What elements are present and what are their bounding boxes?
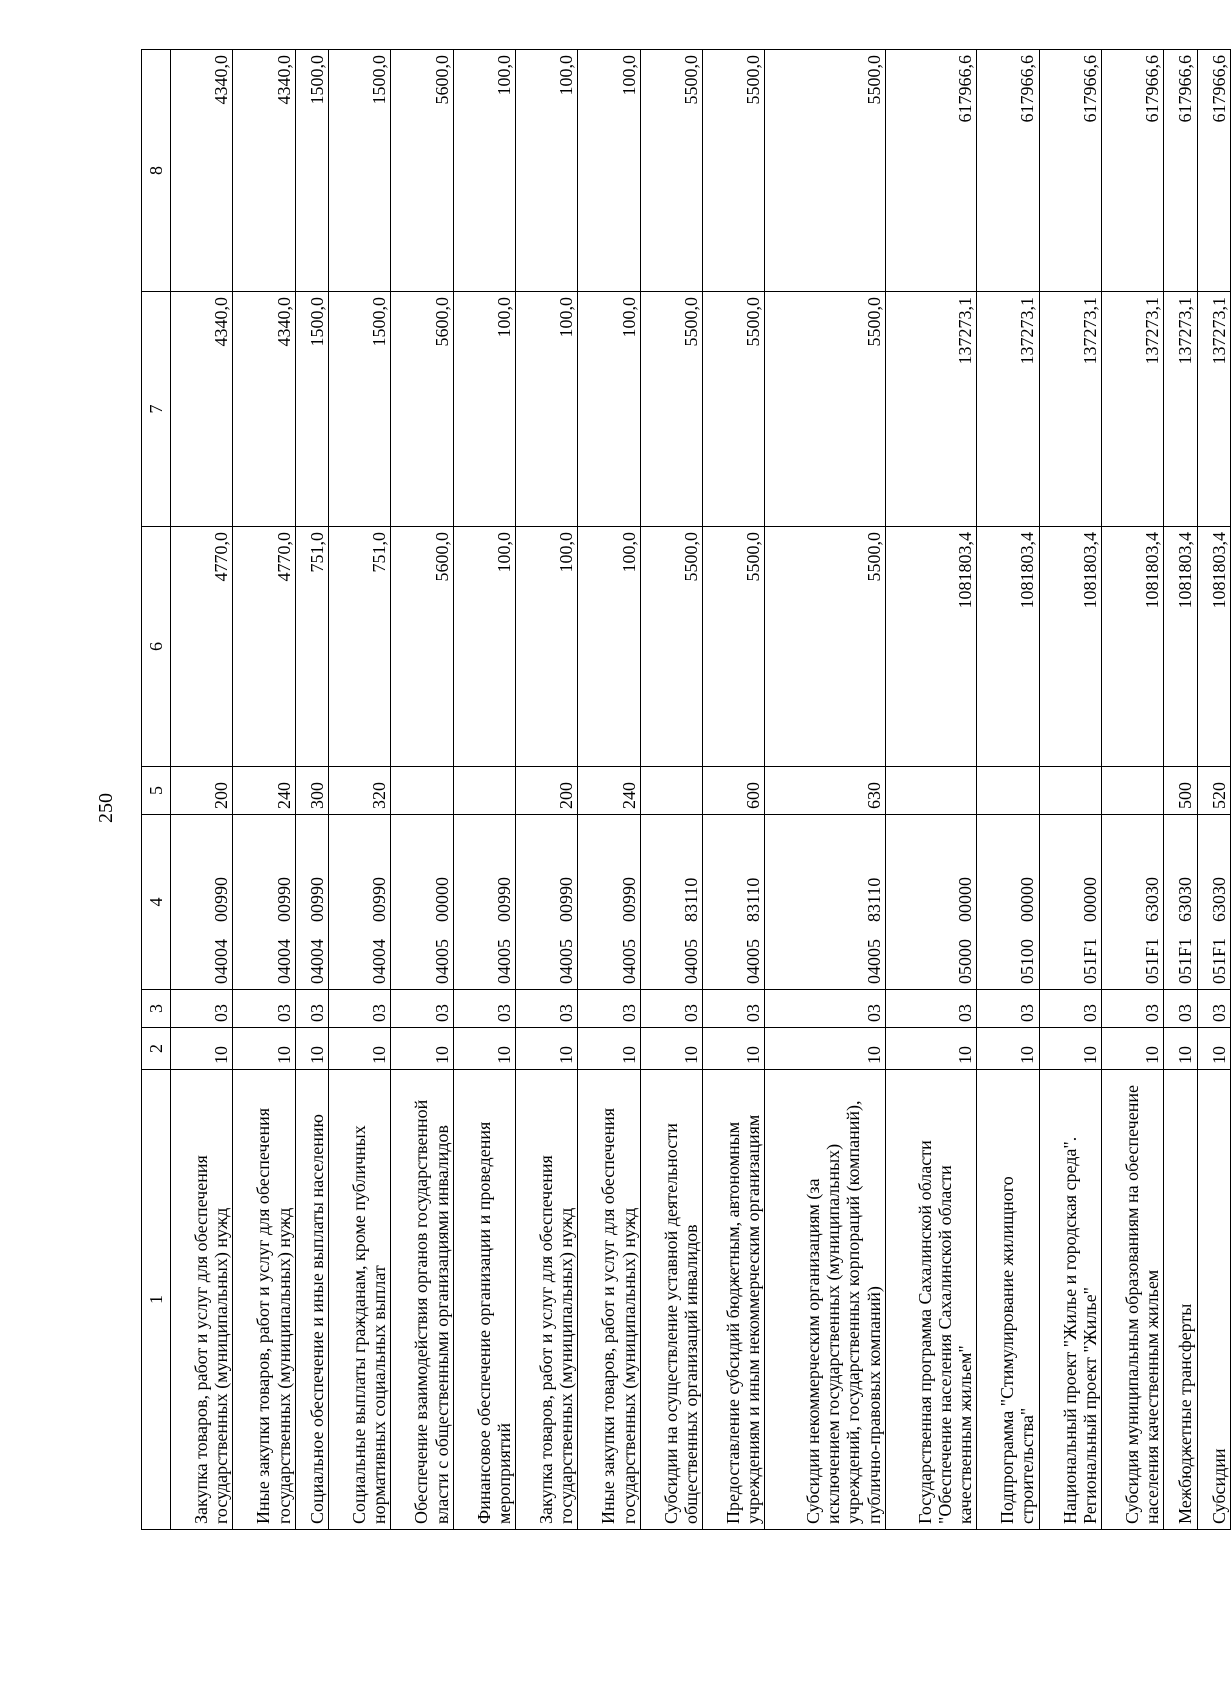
row-amount-col8: 100,0 [453, 50, 515, 292]
row-subsection-code: 03 [295, 990, 328, 1028]
row-target-article-direction: 00990 [306, 877, 327, 922]
row-amount-col7: 1500,0 [295, 292, 328, 527]
row-amount-col8: 100,0 [516, 50, 578, 292]
row-amount-col7: 137273,1 [885, 292, 976, 527]
row-subsection-code: 03 [391, 990, 453, 1028]
row-description: Субсидии [1197, 1070, 1230, 1530]
row-description: Социальное обеспечение и иные выплаты населению [295, 1070, 328, 1530]
row-section-code: 10 [171, 1028, 233, 1070]
row-subsection-code: 03 [453, 990, 515, 1028]
row-amount-col7: 100,0 [453, 292, 515, 527]
table-row [516, 50, 578, 1530]
row-description: Государственная программа Сахалинской области "Обеспечение населения Сахалинской области качественным жильем" [885, 1070, 976, 1530]
row-target-article [640, 815, 702, 990]
row-target-article [1164, 815, 1197, 990]
row-amount-col7: 137273,1 [1197, 292, 1230, 527]
row-subsection-code: 03 [233, 990, 295, 1028]
row-amount-col8: 5500,0 [703, 50, 765, 292]
row-amount-col8: 4340,0 [171, 50, 233, 292]
row-amount-col6: 100,0 [516, 527, 578, 767]
row-expense-type [391, 767, 453, 815]
row-amount-col8: 617966,6 [1039, 50, 1101, 292]
table-row [233, 50, 295, 1530]
row-description: Предоставление субсидий бюджетным, автономным учреждениям и иным некоммерческим организациям [703, 1070, 765, 1530]
row-amount-col6: 1081803,4 [1164, 527, 1197, 767]
table-row [977, 50, 1039, 1530]
table-row [885, 50, 976, 1530]
row-amount-col6: 1081803,4 [1101, 527, 1163, 767]
table-body [171, 50, 1231, 1530]
row-amount-col7: 5500,0 [703, 292, 765, 527]
row-target-article-program: 04005 [743, 939, 764, 984]
table-row [578, 50, 640, 1530]
header-col-3: 3 [142, 990, 171, 1028]
row-target-article-direction: 00000 [431, 877, 452, 922]
row-section-code: 10 [329, 1028, 391, 1070]
table-row [391, 50, 453, 1530]
header-col-6: 6 [142, 527, 171, 767]
row-expense-type: 520 [1197, 767, 1230, 815]
row-target-article-program: 04005 [863, 939, 884, 984]
row-description: Субсидия муниципальным образованиям на обеспечение населения качественным жильем [1101, 1070, 1163, 1530]
row-target-article [233, 815, 295, 990]
row-subsection-code: 03 [1164, 990, 1197, 1028]
table-row [703, 50, 765, 1530]
row-subsection-code: 03 [885, 990, 976, 1028]
row-expense-type: 300 [295, 767, 328, 815]
row-amount-col6: 751,0 [295, 527, 328, 767]
row-target-article-program: 04004 [211, 939, 232, 984]
row-subsection-code: 03 [516, 990, 578, 1028]
header-row [142, 50, 171, 1530]
row-target-article-direction: 00990 [493, 877, 514, 922]
row-description: Иные закупки товаров, работ и услуг для обеспечения государственных (муниципальных) нужд [233, 1070, 295, 1530]
row-description: Иные закупки товаров, работ и услуг для обеспечения государственных (муниципальных) нужд [578, 1070, 640, 1530]
row-section-code: 10 [578, 1028, 640, 1070]
row-amount-col8: 617966,6 [1197, 50, 1230, 292]
row-amount-col6: 751,0 [329, 527, 391, 767]
header-col-7: 7 [142, 292, 171, 527]
row-description: Субсидии некоммерческим организациям (за исключением государственных (муниципальных) учреждений, государственных корпораций (компаний), публично-правовых компаний) [765, 1070, 885, 1530]
row-section-code: 10 [765, 1028, 885, 1070]
row-expense-type: 240 [578, 767, 640, 815]
row-expense-type [1101, 767, 1163, 815]
row-target-article-direction: 00000 [1017, 877, 1038, 922]
row-amount-col6: 5600,0 [391, 527, 453, 767]
row-subsection-code: 03 [977, 990, 1039, 1028]
row-amount-col6: 100,0 [453, 527, 515, 767]
row-target-article [885, 815, 976, 990]
row-target-article-program: 04005 [618, 939, 639, 984]
rotated-table-wrapper [141, 50, 1231, 1530]
row-amount-col6: 1081803,4 [1197, 527, 1230, 767]
row-description: Субсидии на осуществление уставной деятельности общественных организаций инвалидов [640, 1070, 702, 1530]
row-target-article [765, 815, 885, 990]
table-row [1101, 50, 1163, 1530]
row-section-code: 10 [703, 1028, 765, 1070]
row-section-code: 10 [640, 1028, 702, 1070]
row-section-code: 10 [233, 1028, 295, 1070]
row-expense-type: 200 [516, 767, 578, 815]
row-section-code: 10 [885, 1028, 976, 1070]
row-amount-col7: 5500,0 [765, 292, 885, 527]
row-target-article [391, 815, 453, 990]
row-description: Подпрограмма "Стимулирование жилищного строительства" [977, 1070, 1039, 1530]
page-number: 250 [95, 793, 117, 823]
row-target-article-program: 051F1 [1142, 937, 1163, 984]
row-amount-col8: 5500,0 [640, 50, 702, 292]
row-target-article-program: 04005 [431, 939, 452, 984]
row-target-article-program: 051F1 [1208, 937, 1229, 984]
row-amount-col8: 5600,0 [391, 50, 453, 292]
row-subsection-code: 03 [1039, 990, 1101, 1028]
row-expense-type: 200 [171, 767, 233, 815]
row-section-code: 10 [1197, 1028, 1230, 1070]
row-amount-col8: 617966,6 [1164, 50, 1197, 292]
row-target-article-direction: 00990 [211, 877, 232, 922]
row-subsection-code: 03 [1197, 990, 1230, 1028]
row-subsection-code: 03 [329, 990, 391, 1028]
row-expense-type: 320 [329, 767, 391, 815]
table-row [453, 50, 515, 1530]
row-amount-col6: 5500,0 [640, 527, 702, 767]
row-target-article-direction: 83110 [743, 877, 764, 922]
row-subsection-code: 03 [703, 990, 765, 1028]
row-description: Национальный проект "Жилье и городская среда". Региональный проект "Жилье" [1039, 1070, 1101, 1530]
row-subsection-code: 03 [640, 990, 702, 1028]
row-amount-col6: 5500,0 [765, 527, 885, 767]
row-expense-type [1039, 767, 1101, 815]
row-target-article [1101, 815, 1163, 990]
row-amount-col6: 1081803,4 [885, 527, 976, 767]
table-row [295, 50, 328, 1530]
row-target-article-program: 04005 [556, 939, 577, 984]
row-target-article-direction: 83110 [863, 877, 884, 922]
row-target-article-direction: 00990 [618, 877, 639, 922]
table-row [1164, 50, 1197, 1530]
row-amount-col8: 617966,6 [1101, 50, 1163, 292]
row-amount-col6: 1081803,4 [1039, 527, 1101, 767]
row-expense-type: 500 [1164, 767, 1197, 815]
header-col-4: 4 [142, 815, 171, 990]
row-section-code: 10 [1164, 1028, 1197, 1070]
row-subsection-code: 03 [578, 990, 640, 1028]
row-description: Закупка товаров, работ и услуг для обеспечения государственных (муниципальных) нужд [171, 1070, 233, 1530]
row-target-article-direction: 00000 [1079, 877, 1100, 922]
table-row [171, 50, 233, 1530]
table-row [765, 50, 885, 1530]
row-amount-col7: 4340,0 [171, 292, 233, 527]
row-target-article-direction: 83110 [680, 877, 701, 922]
row-target-article-program: 051F1 [1175, 937, 1196, 984]
row-target-article-program: 05100 [1017, 939, 1038, 984]
row-target-article-direction: 00990 [369, 877, 390, 922]
row-amount-col8: 1500,0 [329, 50, 391, 292]
row-amount-col8: 4340,0 [233, 50, 295, 292]
row-amount-col8: 100,0 [578, 50, 640, 292]
row-section-code: 10 [977, 1028, 1039, 1070]
row-target-article-direction: 00000 [955, 877, 975, 922]
header-col-8: 8 [142, 50, 171, 292]
row-section-code: 10 [391, 1028, 453, 1070]
row-amount-col7: 1500,0 [329, 292, 391, 527]
row-amount-col6: 1081803,4 [977, 527, 1039, 767]
row-subsection-code: 03 [1101, 990, 1163, 1028]
row-target-article [171, 815, 233, 990]
row-amount-col6: 4770,0 [233, 527, 295, 767]
row-amount-col7: 137273,1 [977, 292, 1039, 527]
row-subsection-code: 03 [171, 990, 233, 1028]
row-expense-type: 240 [233, 767, 295, 815]
row-amount-col7: 5500,0 [640, 292, 702, 527]
row-subsection-code: 03 [765, 990, 885, 1028]
row-amount-col7: 4340,0 [233, 292, 295, 527]
row-target-article-program: 04005 [493, 939, 514, 984]
row-expense-type: 600 [703, 767, 765, 815]
row-target-article-direction: 00990 [273, 877, 294, 922]
row-target-article [453, 815, 515, 990]
row-amount-col7: 100,0 [578, 292, 640, 527]
row-target-article [329, 815, 391, 990]
row-target-article-direction: 00990 [556, 877, 577, 922]
table-row [640, 50, 702, 1530]
row-target-article [1039, 815, 1101, 990]
row-expense-type [885, 767, 976, 815]
row-target-article-direction: 63030 [1208, 877, 1229, 922]
row-target-article-program: 04005 [680, 939, 701, 984]
header-col-1: 1 [142, 1070, 171, 1530]
row-amount-col8: 5500,0 [765, 50, 885, 292]
row-description: Финансовое обеспечение организации и проведения мероприятий [453, 1070, 515, 1530]
row-target-article-direction: 63030 [1142, 877, 1163, 922]
row-section-code: 10 [453, 1028, 515, 1070]
row-section-code: 10 [295, 1028, 328, 1070]
budget-table [141, 49, 1231, 1530]
header-col-2: 2 [142, 1028, 171, 1070]
row-amount-col8: 617966,6 [977, 50, 1039, 292]
row-expense-type: 630 [765, 767, 885, 815]
table-row [1039, 50, 1101, 1530]
row-target-article [516, 815, 578, 990]
row-amount-col6: 5500,0 [703, 527, 765, 767]
row-amount-col8: 617966,6 [885, 50, 976, 292]
row-target-article-program: 05000 [955, 939, 975, 984]
row-section-code: 10 [516, 1028, 578, 1070]
row-amount-col7: 5600,0 [391, 292, 453, 527]
row-target-article-program: 051F1 [1079, 937, 1100, 984]
row-target-article [578, 815, 640, 990]
row-amount-col7: 137273,1 [1164, 292, 1197, 527]
row-description: Обеспечение взаимодействия органов государственной власти с общественными организациями инвалидов [391, 1070, 453, 1530]
row-target-article [977, 815, 1039, 990]
row-target-article-program: 04004 [369, 939, 390, 984]
row-description: Межбюджетные трансферты [1164, 1070, 1197, 1530]
row-amount-col7: 137273,1 [1101, 292, 1163, 527]
row-expense-type [977, 767, 1039, 815]
row-section-code: 10 [1101, 1028, 1163, 1070]
row-target-article-direction: 63030 [1175, 877, 1196, 922]
row-description: Закупка товаров, работ и услуг для обеспечения государственных (муниципальных) нужд [516, 1070, 578, 1530]
header-col-5: 5 [142, 767, 171, 815]
row-target-article-program: 04004 [273, 939, 294, 984]
table-header [142, 50, 171, 1530]
row-amount-col6: 100,0 [578, 527, 640, 767]
row-description: Социальные выплаты гражданам, кроме публичных нормативных социальных выплат [329, 1070, 391, 1530]
row-target-article [295, 815, 328, 990]
row-section-code: 10 [1039, 1028, 1101, 1070]
row-amount-col6: 4770,0 [171, 527, 233, 767]
table-row [329, 50, 391, 1530]
table-row [1197, 50, 1230, 1530]
row-target-article [1197, 815, 1230, 990]
row-expense-type [453, 767, 515, 815]
row-amount-col7: 100,0 [516, 292, 578, 527]
row-expense-type [640, 767, 702, 815]
row-target-article-program: 04004 [306, 939, 327, 984]
row-amount-col7: 137273,1 [1039, 292, 1101, 527]
row-amount-col8: 1500,0 [295, 50, 328, 292]
row-target-article [703, 815, 765, 990]
